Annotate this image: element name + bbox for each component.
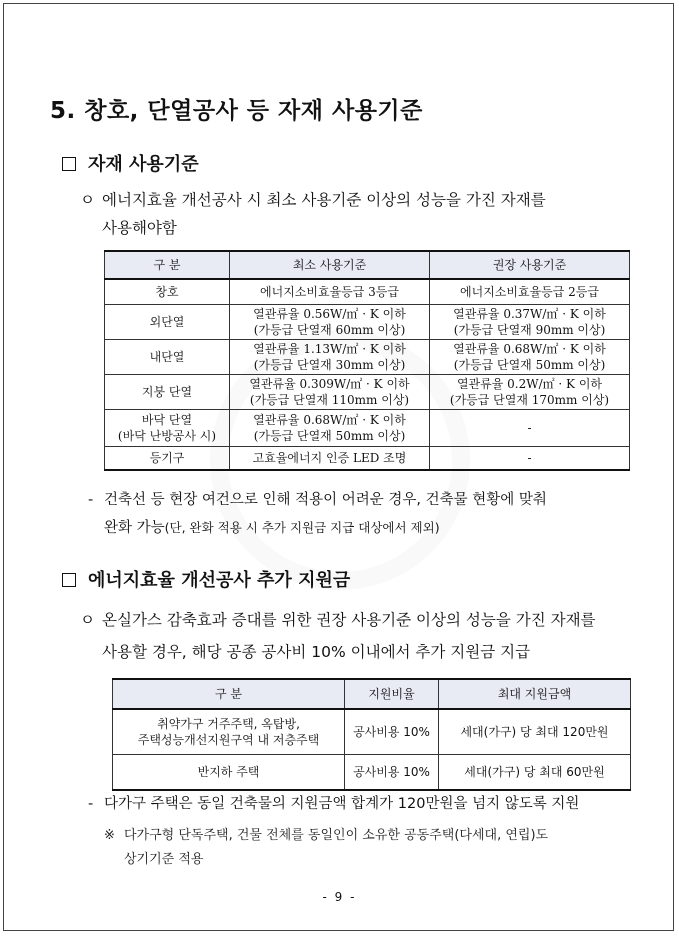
category-cell — [105, 410, 230, 447]
section-heading-text: 에너지효율 개선공사 추가 지원금 — [88, 570, 351, 591]
dash-note: - 다가구 주택은 동일 건축물의 지원금액 합계가 120만원을 넘지 않도록 지원 — [88, 796, 580, 812]
category-cell — [113, 755, 345, 791]
category-cell-line: 취약가구 거주주택, 옥탑방, — [157, 717, 300, 731]
minimum-standard-cell — [230, 340, 430, 375]
dash-note: - 건축선 등 현장 여건으로 인해 적용이 어려운 경우, 건축물 현황에 맞춰 완화 가능(단, 완화 적용 시 추가 지원금 지급 대상에서 제외) — [88, 492, 547, 536]
minimum-standard-cell-line: 고효율에너지 인증 LED 조명 — [252, 451, 407, 465]
recommended-standard-cell-line: (가등급 단열재 50mm 이상) — [453, 358, 606, 372]
recommended-standard-cell-line: (가등급 단열재 90mm 이상) — [453, 323, 606, 337]
category-cell-line: 등기구 — [149, 451, 185, 465]
minimum-standard-cell-line: 에너지소비효율등급 3등급 — [260, 285, 399, 299]
minimum-standard-cell — [230, 410, 430, 447]
recommended-standard-cell-line: 열관류율 0.2W/㎡ · K 이하 — [456, 377, 603, 391]
bullet-text: 사용할 경우, 해당 공종 공사비 10% 이내에서 추가 지원금 지급 — [102, 643, 531, 661]
category-cell — [105, 375, 230, 410]
page-number: - 9 - — [322, 890, 357, 904]
recommended-standard-cell — [430, 375, 630, 410]
column-header: 구 분 — [113, 679, 345, 709]
support-ratio-cell: 공사비용 10% — [345, 709, 439, 755]
recommended-standard-cell — [430, 279, 630, 305]
minimum-standard-cell-line: 열관류율 0.56W/㎡ · K 이하 — [253, 307, 406, 321]
recommended-standard-cell-line: - — [527, 421, 532, 435]
recommended-standard-cell-line: - — [527, 451, 532, 465]
support-ratio-cell: 공사비용 10% — [345, 755, 439, 791]
reference-note — [104, 824, 548, 872]
table-row — [113, 755, 631, 791]
table-row — [105, 305, 630, 340]
minimum-standard-cell — [230, 279, 430, 305]
category-cell — [105, 279, 230, 305]
category-cell — [105, 447, 230, 471]
section-heading-materials — [62, 150, 199, 176]
bullet-text: 에너지효율 개선공사 시 최소 사용기준 이상의 성능을 가진 자재를 — [102, 191, 546, 209]
square-bullet-icon — [62, 157, 76, 171]
column-header: 권장 사용기준 — [430, 251, 630, 279]
minimum-standard-cell — [230, 447, 430, 471]
recommended-standard-cell-line: 열관류율 0.68W/㎡ · K 이하 — [453, 342, 606, 356]
recommended-standard-cell-line: (가등급 단열재 170mm 이상) — [449, 393, 610, 407]
category-cell-line: 창호 — [155, 285, 179, 299]
recommended-standard-cell-line: 열관류율 0.37W/㎡ · K 이하 — [453, 307, 606, 321]
table-row — [113, 709, 631, 755]
category-cell-line: 바닥 단열 — [141, 413, 193, 427]
circle-bullet-icon: ㅇ — [80, 611, 95, 629]
table-header-row — [113, 679, 631, 709]
column-header: 지원비율 — [345, 679, 439, 709]
minimum-standard-cell-line: (가등급 단열재 60mm 이상) — [253, 323, 406, 337]
bullet-paragraph — [80, 606, 596, 666]
reference-note-text: 다가구형 단독주택, 건물 전체를 동일인이 소유한 공동주택(다세대, 연립)도 — [124, 828, 549, 843]
recommended-standard-cell-line: 에너지소비효율등급 2등급 — [460, 285, 599, 299]
minimum-standard-cell-line: (가등급 단열재 110mm 이상) — [249, 393, 410, 407]
recommended-standard-cell — [430, 447, 630, 471]
category-cell-line: 반지하 주택 — [197, 765, 260, 779]
column-header: 최대 지원금액 — [439, 679, 631, 709]
minimum-standard-cell — [230, 305, 430, 340]
table-row — [105, 375, 630, 410]
category-cell — [105, 305, 230, 340]
table-row — [105, 410, 630, 447]
page-title: 5. 창호, 단열공사 등 자재 사용기준 — [50, 98, 423, 124]
reference-mark-icon: ※ — [104, 828, 115, 843]
dash-note-text: 건축선 등 현장 여건으로 인해 적용이 어려운 경우, 건축물 현황에 맞춰 — [104, 492, 547, 508]
category-cell — [105, 340, 230, 375]
minimum-standard-cell — [230, 375, 430, 410]
materials-standard-table — [104, 250, 630, 471]
minimum-standard-cell-line: (가등급 단열재 30mm 이상) — [253, 358, 406, 372]
minimum-standard-cell-line: (가등급 단열재 50mm 이상) — [253, 429, 406, 443]
dash-note-text: 완화 가능 — [104, 520, 165, 536]
dash-note-subtext: (단, 완화 적용 시 추가 지원금 지급 대상에서 제외) — [164, 520, 440, 535]
column-header: 최소 사용기준 — [230, 251, 430, 279]
recommended-standard-cell — [430, 340, 630, 375]
section-heading-subsidy — [62, 566, 350, 592]
category-cell-line: 주택성능개선지원구역 내 저층주택 — [137, 733, 320, 747]
category-cell-line: 지붕 단열 — [141, 385, 193, 399]
subsidy-table — [112, 678, 631, 791]
max-support-cell: 세대(가구) 당 최대 60만원 — [439, 755, 631, 791]
table-row — [105, 447, 630, 471]
dash-note-text: 다가구 주택은 동일 건축물의 지원금액 합계가 120만원을 넘지 않도록 지원 — [104, 796, 580, 812]
section-heading-text: 자재 사용기준 — [88, 154, 199, 175]
category-cell — [113, 709, 345, 755]
table-row — [105, 340, 630, 375]
bullet-text: 온실가스 감축효과 증대를 위한 권장 사용기준 이상의 성능을 가진 자재를 — [102, 611, 596, 629]
table-header-row — [105, 251, 630, 279]
table-row — [105, 279, 630, 305]
category-cell-line: 내단열 — [149, 350, 185, 364]
minimum-standard-cell-line: 열관류율 1.13W/㎡ · K 이하 — [253, 342, 406, 356]
column-header: 구 분 — [105, 251, 230, 279]
minimum-standard-cell-line: 열관류율 0.309W/㎡ · K 이하 — [249, 377, 410, 391]
square-bullet-icon — [62, 573, 76, 587]
category-cell-line: (바닥 난방공사 시) — [117, 429, 217, 443]
category-cell-line: 외단열 — [149, 315, 185, 329]
bullet-text: 사용해야함 — [102, 219, 177, 237]
max-support-cell: 세대(가구) 당 최대 120만원 — [439, 709, 631, 755]
recommended-standard-cell — [430, 410, 630, 447]
bullet-paragraph — [80, 186, 546, 242]
minimum-standard-cell-line: 열관류율 0.68W/㎡ · K 이하 — [253, 413, 406, 427]
reference-note-text: 상기기준 적용 — [124, 852, 204, 867]
recommended-standard-cell — [430, 305, 630, 340]
circle-bullet-icon: ㅇ — [80, 191, 95, 209]
